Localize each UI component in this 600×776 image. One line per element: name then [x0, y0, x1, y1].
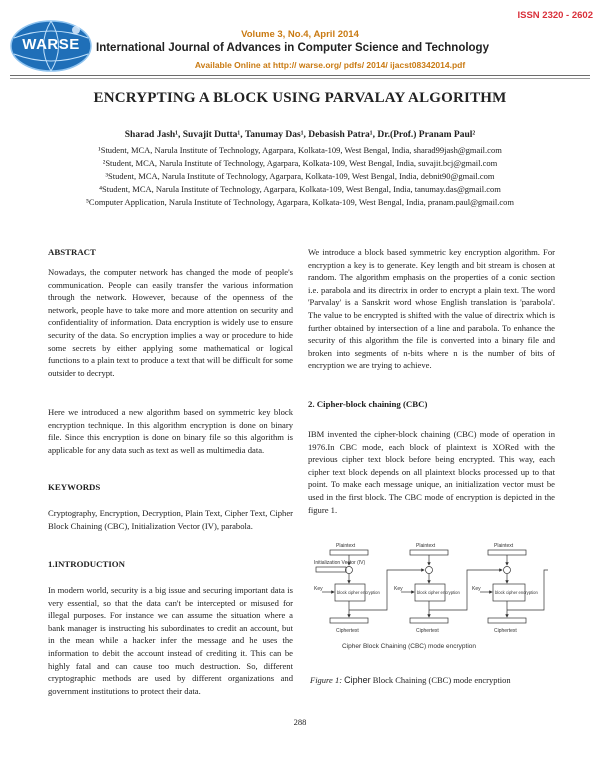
- block-cipher-label-1: block cipher encryption: [337, 590, 380, 595]
- abstract-paragraph-1: Nowadays, the computer network has changed the mode of people's communication. People can easily transfer the various information through the network. However, because of the openness of the network, people have to take more and more attention on security and confidentiality of information. Data encryption is widely use to ensure security of the data. So encryption implies a way or procedure to hide some secrets by either applying some mathematical or logical functions to a plain text to produce a text that will be difficult for some outsider to decrypt.: [48, 267, 293, 378]
- block-cipher-label-2: block cipher encryption: [417, 590, 460, 595]
- paper-title: ENCRYPTING A BLOCK USING PARVALAY ALGORITHM: [93, 90, 507, 106]
- key-label-2: Key: [394, 586, 403, 592]
- introduction-paragraph-1: In modern world, security is a big issue and securing important data is very essential, so that the data can't be intercepted or misused for illegal purposes. For instance we can assume the situation where a bank manager is instructing his subordinates to credit an account, but in the mean while a hacker infer the message and he uses the information to debit the account instead of crediting it. This can be highly fatal and can cause too much destruction. So, different cryptographic methods are used by different organizations and government institutions to protect their data.: [48, 585, 293, 696]
- plaintext-block-2: [410, 550, 448, 555]
- plaintext-block-1: [330, 550, 368, 555]
- plaintext-label-2: Plaintext: [416, 543, 436, 549]
- iv-block: [316, 567, 346, 572]
- xor-icon: [346, 567, 353, 574]
- plaintext-label-3: Plaintext: [494, 543, 514, 549]
- xor-icon: [426, 567, 433, 574]
- iv-label: Initialization Vector (IV): [314, 560, 366, 566]
- issn-label: ISSN 2320 - 2602: [517, 10, 593, 21]
- abstract-heading: ABSTRACT: [48, 247, 96, 257]
- journal-name: International Journal of Advances in Computer Science and Technology: [96, 42, 489, 54]
- ciphertext-block-2: [410, 618, 448, 623]
- plaintext-label-1: Plaintext: [336, 543, 356, 549]
- cbc-diagram: [312, 540, 550, 668]
- block-cipher-label-3: block cipher encryption: [495, 590, 538, 595]
- header-divider-secondary: [10, 78, 590, 79]
- logo-text: WARSE: [22, 36, 80, 53]
- ciphertext-label-3: Ciphertext: [494, 628, 517, 634]
- affiliation-1: ¹Student, MCA, Narula Institute of Technology, Agarpara, Kolkata-109, West Bengal, India, sharad99jash@gmail.com: [98, 145, 502, 155]
- author-list: Sharad Jash¹, Suvajit Dutta¹, Tanumay Das¹, Debasish Patra¹, Dr.(Prof.) Pranam Paul²: [124, 130, 476, 140]
- introduction-paragraph-2: We introduce a block based symmetric key encryption algorithm. For encryption a key is to generate. Key length and bit stream is chosen at random. The algorithm emphasis on the properties of a conic section i.e. parabola and its directrix in order to encrypt a plain text. The word 'Parvalay' is a Sanskrit word whose English translation is 'parabola'. The value to be encrypted is shifted with the value of directrix which is further obtained by intersection of a line and parabola. To enhance the security of this algorithm the file is converted into a binary file and broken into segments of n-bits where n is the number of bits of encryption we are trying to achieve.: [308, 247, 555, 371]
- figure-caption: [310, 675, 555, 685]
- volume-line: Volume 3, No.4, April 2014: [241, 29, 359, 40]
- key-label-1: Key: [314, 586, 323, 592]
- affiliation-5: ⁵Computer Application, Narula Institute of Technology, Agarpara, Kolkata-109, West Bengal, India, pranam.paul@gmail.com: [85, 197, 515, 207]
- available-online-link[interactable]: Available Online at http:// warse.org/ pdfs/ 2014/ ijacst08342014.pdf: [194, 60, 466, 70]
- cbc-heading: 2. Cipher-block chaining (CBC): [308, 399, 428, 409]
- key-label-3: Key: [472, 586, 481, 592]
- affiliation-4: ⁴Student, MCA, Narula Institute of Technology, Agarpara, Kolkata-109, West Bengal, India, tanumay.das@gmail.com: [99, 184, 501, 194]
- figure-caption-rest: Block Chaining (CBC) mode encryption: [372, 675, 511, 685]
- keywords-heading: KEYWORDS: [48, 482, 101, 492]
- introduction-heading: 1.INTRODUCTION: [48, 559, 125, 569]
- xor-icon: [504, 567, 511, 574]
- page-number: 288: [293, 717, 307, 727]
- keywords-text: Cryptography, Encryption, Decryption, Plain Text, Cipher Text, Cipher Block Chaining (CBC), Initialization Vector (IV), parabola.: [48, 508, 293, 531]
- ciphertext-label-1: Ciphertext: [336, 628, 359, 634]
- cbc-diagram-svg: [312, 540, 550, 668]
- plaintext-block-3: [488, 550, 526, 555]
- affiliation-3: ³Student, MCA, Narula Institute of Technology, Agarpara, Kolkata-109, West Bengal, India, debnit90@gmail.com: [105, 171, 495, 181]
- abstract-paragraph-2: Here we introduced a new algorithm based on symmetric key block encryption technique. In this algorithm encryption is done on binary file. Since this encryption is done on binary file so this algorithm is applicable for any data such as text as well as multimedia data.: [48, 407, 293, 455]
- figure-caption-word: Cipher: [344, 675, 371, 685]
- cbc-paragraph: IBM invented the cipher-block chaining (CBC) mode of operation in 1976.In CBC mode, each block of plaintext is XORed with the previous cipher text block before being encrypted. This way, each cipher text block depends on all plaintext blocks processed up to that point. To make each message unique, an initialization vector must be used in the first block. The CBC mode of encryption is depicted in the figure 1.: [308, 429, 555, 515]
- header-divider: [10, 75, 590, 76]
- ciphertext-block-3: [488, 618, 526, 623]
- ciphertext-block-1: [330, 618, 368, 623]
- figure-caption-prefix: Figure 1:: [310, 675, 343, 685]
- diagram-title: Cipher Block Chaining (CBC) mode encryption: [342, 643, 477, 650]
- affiliation-2: ²Student, MCA, Narula Institute of Technology, Agarpara, Kolkata-109, West Bengal, India, suvajit.bcj@gmail.com: [102, 158, 498, 168]
- ciphertext-label-2: Ciphertext: [416, 628, 439, 634]
